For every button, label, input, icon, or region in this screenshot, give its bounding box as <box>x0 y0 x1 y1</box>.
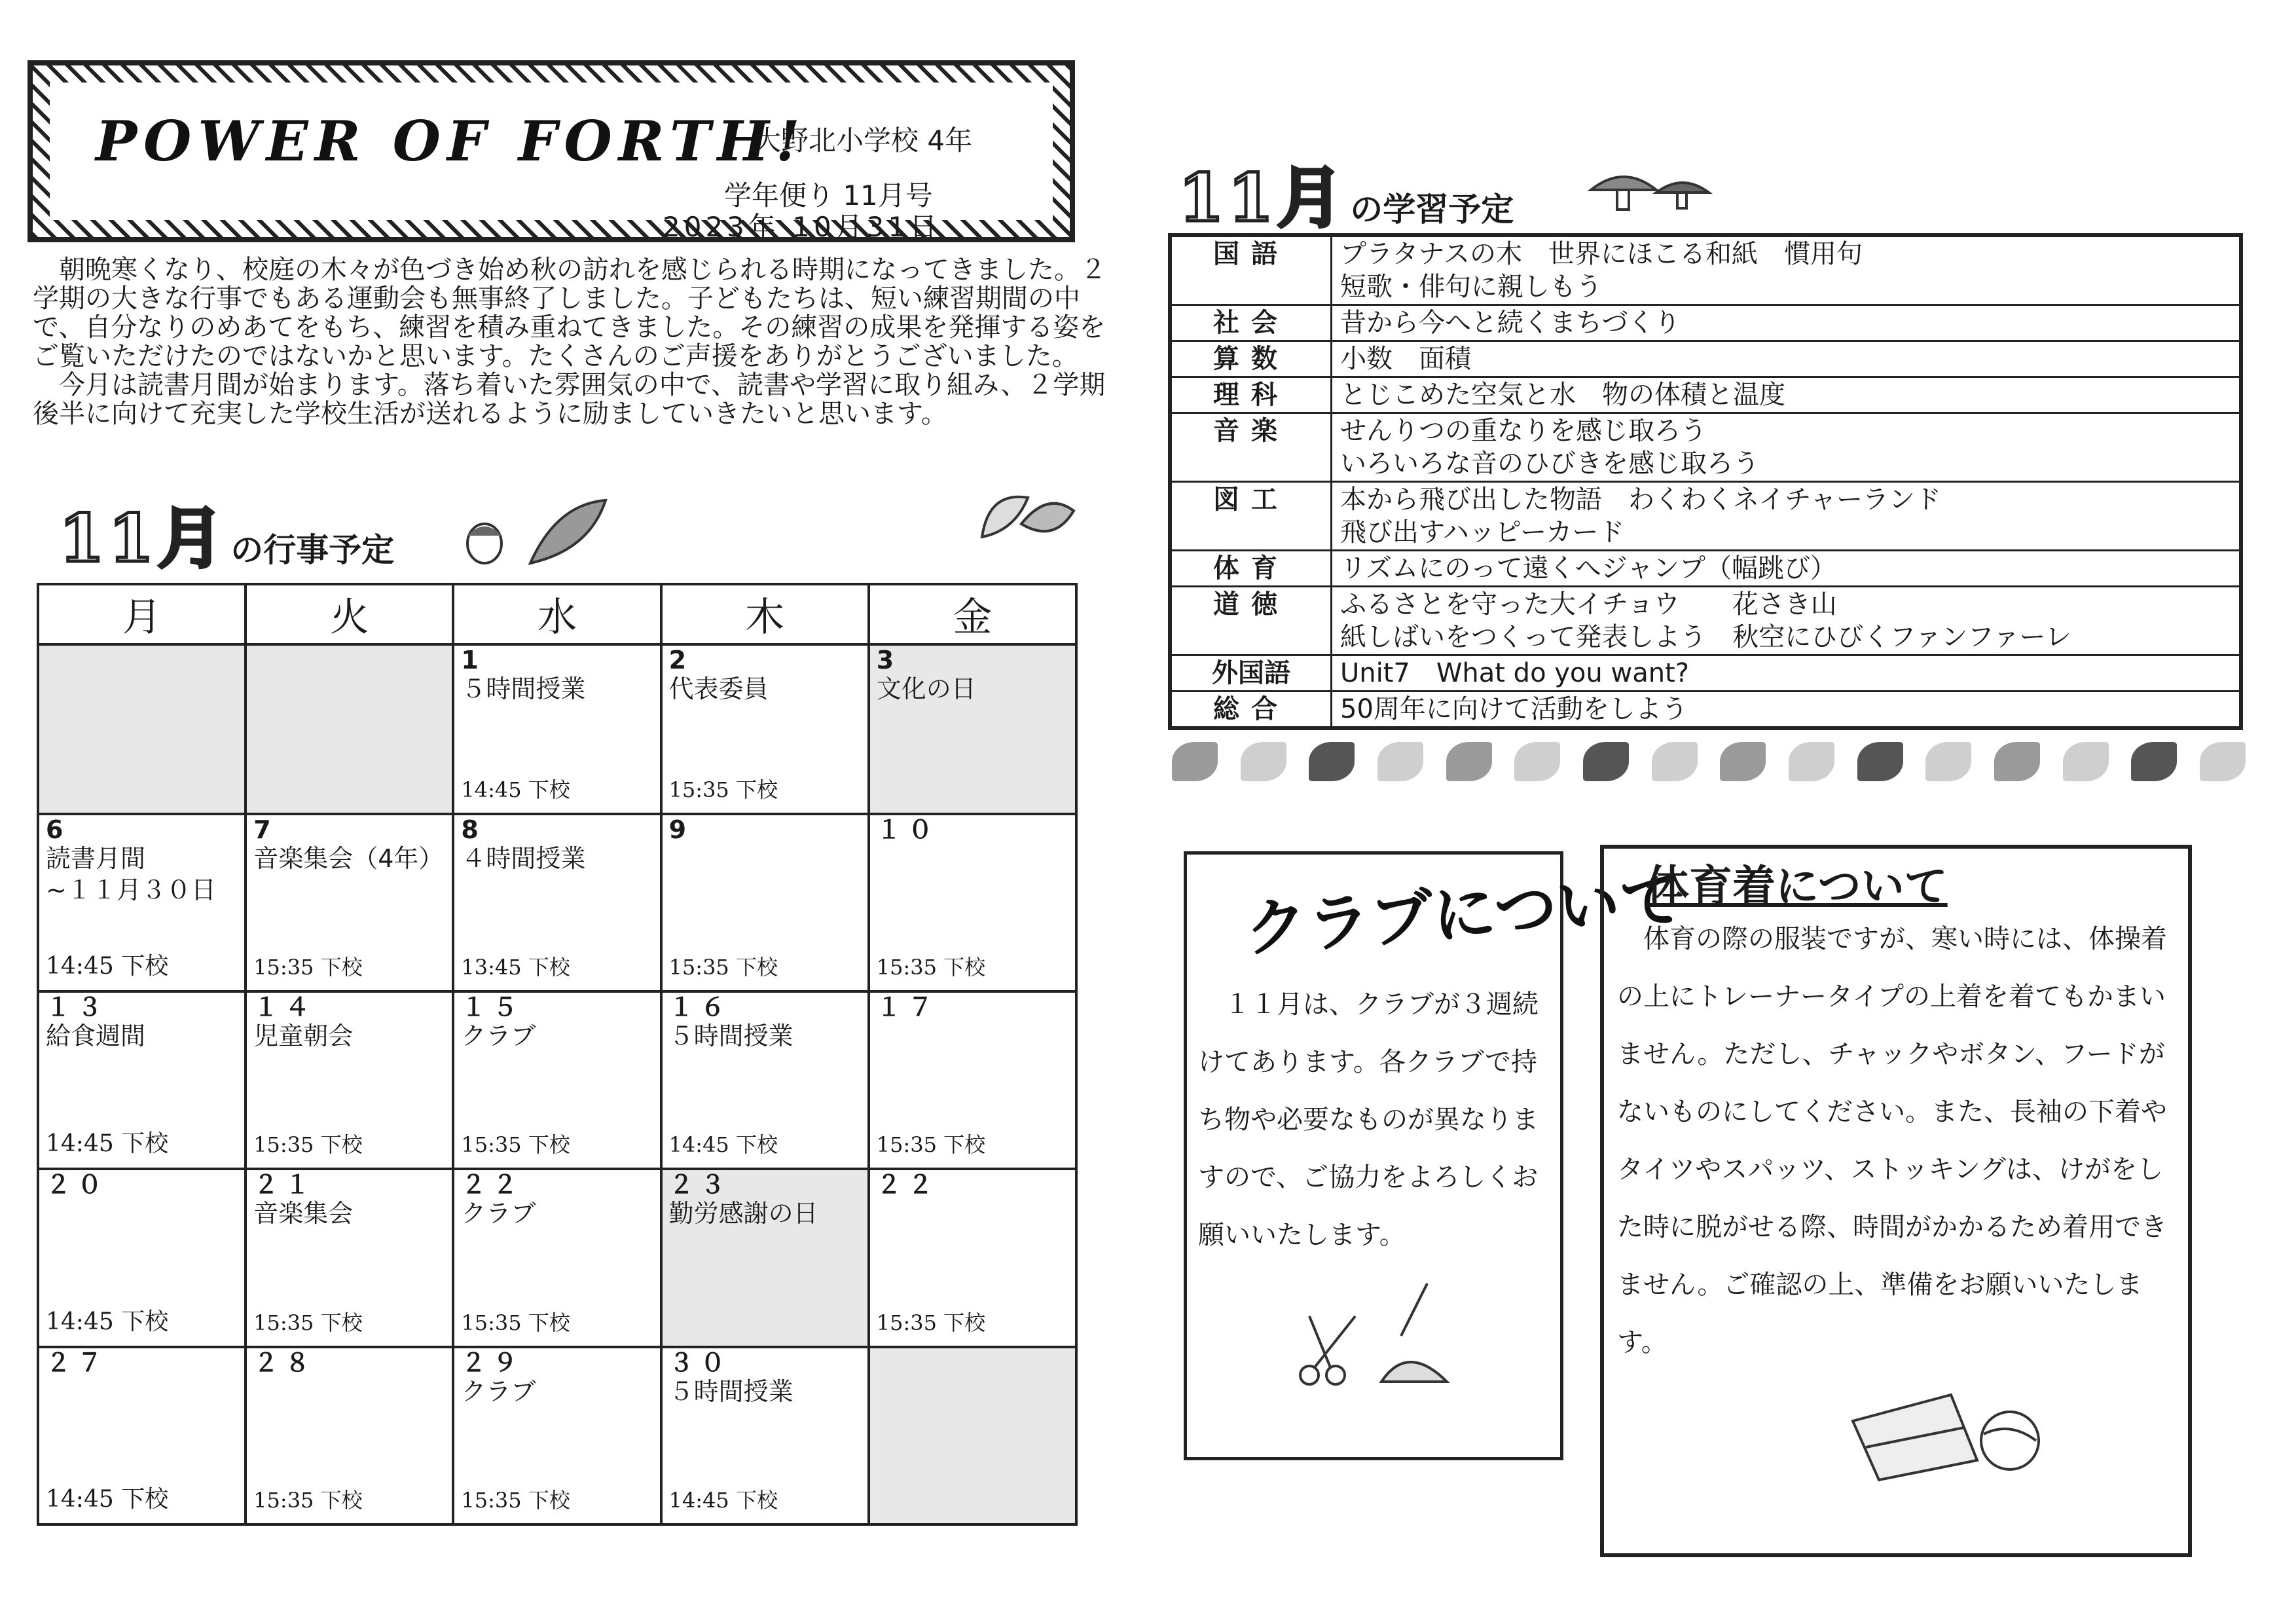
leaf-icon <box>2131 742 2177 781</box>
subject-content-line: プラタナスの木 世界にほこる和紙 慣用句 <box>1340 239 1863 269</box>
calendar-day-cell <box>869 1347 1076 1524</box>
calendar-event: 代表委員 <box>668 674 769 703</box>
calendar-day-number: 7 <box>253 815 278 844</box>
subject-content-line: リズムにのって遠くへジャンプ（幅跳び） <box>1340 553 1836 583</box>
events-calendar <box>37 583 1078 1526</box>
study-subject-row <box>1170 692 2241 729</box>
calendar-day-cell <box>453 644 661 814</box>
calendar-day-cell <box>661 1347 869 1524</box>
calendar-day-number: 6 <box>46 815 70 844</box>
leaf-icon <box>1309 742 1355 781</box>
dismissal-time: 15:35 下校 <box>461 1310 570 1335</box>
subject-name: 音楽 <box>1170 413 1332 482</box>
subject-name: 社会 <box>1170 305 1332 341</box>
subject-name: 外国語 <box>1170 655 1332 692</box>
subject-name: 総合 <box>1170 692 1332 729</box>
leaf-icon <box>1925 742 1971 781</box>
weekday-header: 金 <box>869 584 1076 644</box>
calendar-day-number: １７ <box>876 993 939 1022</box>
acorn-leaf-icon <box>458 498 609 570</box>
calendar-day-number: 9 <box>668 815 693 844</box>
events-heading <box>59 486 394 580</box>
calendar-day-number: 1 <box>461 646 485 674</box>
intro-paragraph-2: 今月は読書月間が始まります。落ち着いた雰囲気の中で、読書や学習に取り組み、２学期後半に向けて充実した学校生活が送れるように励ましていきたいと思います。 <box>33 370 1106 429</box>
subject-content-line: 昔から今へと続くまちづくり <box>1340 308 1681 338</box>
sewing-tools-icon <box>1296 1277 1467 1395</box>
weekday-header: 水 <box>453 584 661 644</box>
calendar-day-number: １３ <box>46 993 109 1022</box>
mushroom-icon <box>1584 164 1715 216</box>
calendar-day-number: １５ <box>461 993 524 1022</box>
dismissal-time: 14:45 下校 <box>668 1488 778 1513</box>
calendar-week-row <box>38 991 1076 1169</box>
subject-content <box>1332 482 2242 551</box>
calendar-event: 児童朝会 <box>253 1022 354 1051</box>
calendar-event: 給食週間 <box>46 1022 146 1051</box>
dismissal-time: 15:35 下校 <box>461 1132 570 1158</box>
newsletter-title: POWER OF FORTH! <box>96 109 807 174</box>
calendar-event: 文化の日 <box>876 674 976 703</box>
leaf-icon <box>1789 742 1834 781</box>
study-schedule-table <box>1168 233 2243 730</box>
calendar-event: ５時間授業 <box>668 1022 793 1051</box>
leaf-icon <box>1857 742 1903 781</box>
calendar-day-cell <box>38 991 246 1169</box>
dismissal-time: 14:45 下校 <box>46 1486 169 1513</box>
leaf-border <box>1172 732 2246 791</box>
subject-content-line: 本から飛び出した物語 わくわくネイチャーランド <box>1340 485 1941 515</box>
calendar-event: 音楽集会 <box>253 1199 354 1228</box>
header-banner <box>27 60 1075 242</box>
intro-text <box>33 255 1106 428</box>
calendar-weekday-row <box>38 584 1076 644</box>
weekday-header: 月 <box>38 584 246 644</box>
study-heading <box>1178 145 1514 240</box>
subject-content <box>1332 655 2242 692</box>
school-name: 大野北小学校 4年 <box>754 124 973 157</box>
subject-content-line: Unit7 What do you want? <box>1340 658 1689 688</box>
weekday-header: 火 <box>246 584 453 644</box>
calendar-day-cell <box>661 1169 869 1346</box>
calendar-day-number: 8 <box>461 815 485 844</box>
dismissal-time: 14:45 下校 <box>46 1308 169 1335</box>
calendar-day-number: ２０ <box>46 1170 109 1200</box>
subject-content-line: いろいろな音のひびきを感じ取ろう <box>1340 449 1759 479</box>
calendar-day-number: ３０ <box>668 1348 732 1377</box>
calendar-day-cell <box>38 1169 246 1346</box>
calendar-day-cell <box>38 1347 246 1524</box>
subject-name: 道徳 <box>1170 587 1332 655</box>
leaf-icon <box>1514 742 1560 781</box>
leaf-icon <box>1583 742 1629 781</box>
study-subject-row <box>1170 551 2241 587</box>
calendar-day-cell <box>661 644 869 814</box>
subject-content <box>1332 413 2242 482</box>
subject-content-line: 紙しばいをつくって発表しよう 秋空にひびくファンファーレ <box>1340 622 2071 652</box>
dismissal-time: 14:45 下校 <box>668 1132 778 1158</box>
calendar-day-cell <box>661 814 869 991</box>
gym-clothes-notice-text <box>1617 910 2174 1371</box>
calendar-day-cell <box>38 814 246 991</box>
dismissal-time: 15:35 下校 <box>668 955 778 980</box>
calendar-day-cell <box>869 644 1076 814</box>
leaf-icon <box>1720 742 1766 781</box>
dismissal-time: 15:35 下校 <box>668 777 778 802</box>
dismissal-time: 15:35 下校 <box>461 1488 570 1513</box>
dismissal-time: 15:35 下校 <box>253 1488 363 1513</box>
club-notice-paragraph: １１月は、クラブが３週続けてあります。各クラブで持ち物や必要なものが異なりますので、ご協力をよろしくお願いいたします。 <box>1198 989 1539 1250</box>
dismissal-time: 15:35 下校 <box>253 1132 363 1158</box>
subject-content <box>1332 305 2242 341</box>
calendar-day-cell <box>246 1347 453 1524</box>
calendar-day-number: １６ <box>668 993 732 1022</box>
issue-label: 学年便り 11月号 <box>724 179 933 212</box>
subject-name: 理科 <box>1170 377 1332 413</box>
calendar-event: ５時間授業 <box>461 674 586 703</box>
gym-clothes-notice-title: 体育着について <box>1646 861 1948 912</box>
calendar-event: ５時間授業 <box>668 1376 793 1406</box>
calendar-day-cell <box>869 1169 1076 1346</box>
subject-content-line: 50周年に向けて活動をしよう <box>1340 694 1688 724</box>
calendar-day-number: 2 <box>668 646 693 674</box>
dismissal-time: 15:35 下校 <box>876 1310 986 1335</box>
calendar-day-number: ２３ <box>668 1170 732 1200</box>
events-heading-label: の行事予定 <box>230 531 395 569</box>
subject-content-line: せんりつの重なりを感じ取ろう <box>1340 416 1707 446</box>
study-subject-row <box>1170 235 2241 305</box>
study-subject-row <box>1170 341 2241 377</box>
calendar-day-number: ２９ <box>461 1348 524 1377</box>
intro-paragraph-1: 朝晩寒くなり、校庭の木々が色づき始め秋の訪れを感じられる時期になってきました。２学期の大きな行事でもある運動会も無事終了しました。子どもたちは、短い練習期間の中で、自分なりのめあてをもち、練習を積み重ねてきました。その練習の成果を発揮する姿をご覧いただけたのではないかと思います。たくさんのご声援をありがとうございました。 <box>33 255 1106 371</box>
events-heading-month: 11月 <box>59 500 228 577</box>
calendar-week-row <box>38 1169 1076 1346</box>
calendar-event: ４時間授業 <box>461 843 586 873</box>
calendar-day-number: ２２ <box>461 1170 524 1200</box>
study-subject-row <box>1170 482 2241 551</box>
study-heading-month: 11月 <box>1178 159 1347 236</box>
subject-content <box>1332 235 2242 305</box>
calendar-day-cell <box>661 991 869 1169</box>
leaf-icon <box>1172 742 1218 781</box>
subject-content-line: とじこめた空気と水 物の体積と温度 <box>1340 380 1785 410</box>
study-subject-row <box>1170 587 2241 655</box>
calendar-week-row <box>38 814 1076 991</box>
dismissal-time: 14:45 下校 <box>461 777 570 802</box>
subject-content <box>1332 551 2242 587</box>
calendar-event: クラブ <box>461 1199 536 1228</box>
dismissal-time: 15:35 下校 <box>876 1132 986 1158</box>
calendar-day-cell <box>38 644 246 814</box>
subject-content-line: 短歌・俳句に親しもう <box>1340 272 1602 302</box>
dismissal-time: 15:35 下校 <box>253 1310 363 1335</box>
leaf-icon <box>1377 742 1423 781</box>
calendar-day-cell <box>453 1169 661 1346</box>
study-subject-row <box>1170 413 2241 482</box>
calendar-event: 読書月間 <box>46 843 146 873</box>
calendar-day-number: 3 <box>876 646 901 674</box>
calendar-event: 勤労感謝の日 <box>668 1199 818 1228</box>
calendar-day-number: ２８ <box>253 1348 317 1377</box>
study-subject-row <box>1170 377 2241 413</box>
calendar-day-cell <box>246 814 453 991</box>
subject-content <box>1332 692 2242 729</box>
calendar-day-cell <box>869 814 1076 991</box>
calendar-week-row <box>38 1347 1076 1524</box>
subject-content <box>1332 587 2242 655</box>
calendar-day-number: ２７ <box>46 1348 109 1377</box>
calendar-day-cell <box>246 1169 453 1346</box>
subject-name: 国語 <box>1170 235 1332 305</box>
dismissal-time: 13:45 下校 <box>461 955 570 980</box>
calendar-day-number: １４ <box>253 993 317 1022</box>
leaf-icon <box>2200 742 2246 781</box>
subject-name: 図工 <box>1170 482 1332 551</box>
subject-content-line: ふるさとを守った大イチョウ 花さき山 <box>1340 589 1837 619</box>
vaulting-box-ball-icon <box>1846 1382 2056 1486</box>
calendar-day-cell <box>246 644 453 814</box>
ginkgo-leaf-icon <box>975 485 1080 563</box>
leaf-icon <box>1241 742 1286 781</box>
weekday-header: 木 <box>661 584 869 644</box>
dismissal-time: 15:35 下校 <box>876 955 986 980</box>
gym-clothes-notice-paragraph: 体育の際の服装ですが、寒い時には、体操着の上にトレーナータイプの上着を着てもかまいません。ただし、チャックやボタン、フードがないものにしてください。また、長袖の下着やタイツやスパッツ、ストッキングは、けがをした時に脱がせる際、時間がかかるため着用できません。ご確認の上、準備をお願いいたします。 <box>1617 924 2167 1357</box>
study-subject-row <box>1170 655 2241 692</box>
calendar-event: ~１１月３０日 <box>46 875 216 904</box>
calendar-day-cell <box>453 814 661 991</box>
club-notice-title: クラブについて <box>1242 861 1685 967</box>
subject-name: 体育 <box>1170 551 1332 587</box>
subject-content <box>1332 377 2242 413</box>
leaf-icon <box>1994 742 2040 781</box>
dismissal-time: 14:45 下校 <box>46 1130 169 1158</box>
subject-content-line: 小数 面積 <box>1340 344 1471 374</box>
study-subject-row <box>1170 305 2241 341</box>
subject-content <box>1332 341 2242 377</box>
calendar-day-cell <box>453 1347 661 1524</box>
subject-name: 算数 <box>1170 341 1332 377</box>
leaf-icon <box>2063 742 2109 781</box>
calendar-day-cell <box>869 991 1076 1169</box>
leaf-icon <box>1652 742 1698 781</box>
calendar-week-row <box>38 644 1076 814</box>
dismissal-time: 14:45 下校 <box>46 953 169 980</box>
calendar-event: クラブ <box>461 1022 536 1051</box>
calendar-day-cell <box>453 991 661 1169</box>
leaf-icon <box>1446 742 1492 781</box>
subject-content-line: 飛び出すハッピーカード <box>1340 517 1625 547</box>
calendar-event: クラブ <box>461 1376 536 1406</box>
calendar-day-cell <box>246 991 453 1169</box>
calendar-day-number: １０ <box>876 815 939 844</box>
study-heading-label: の学習予定 <box>1350 191 1514 229</box>
dismissal-time: 15:35 下校 <box>253 955 363 980</box>
calendar-day-number: ２１ <box>253 1170 317 1200</box>
calendar-event: 音楽集会（4年） <box>253 843 444 873</box>
club-notice-text <box>1198 976 1552 1264</box>
issue-date: 2023年 10月31日 <box>663 211 941 243</box>
calendar-day-number: ２２ <box>876 1170 939 1200</box>
